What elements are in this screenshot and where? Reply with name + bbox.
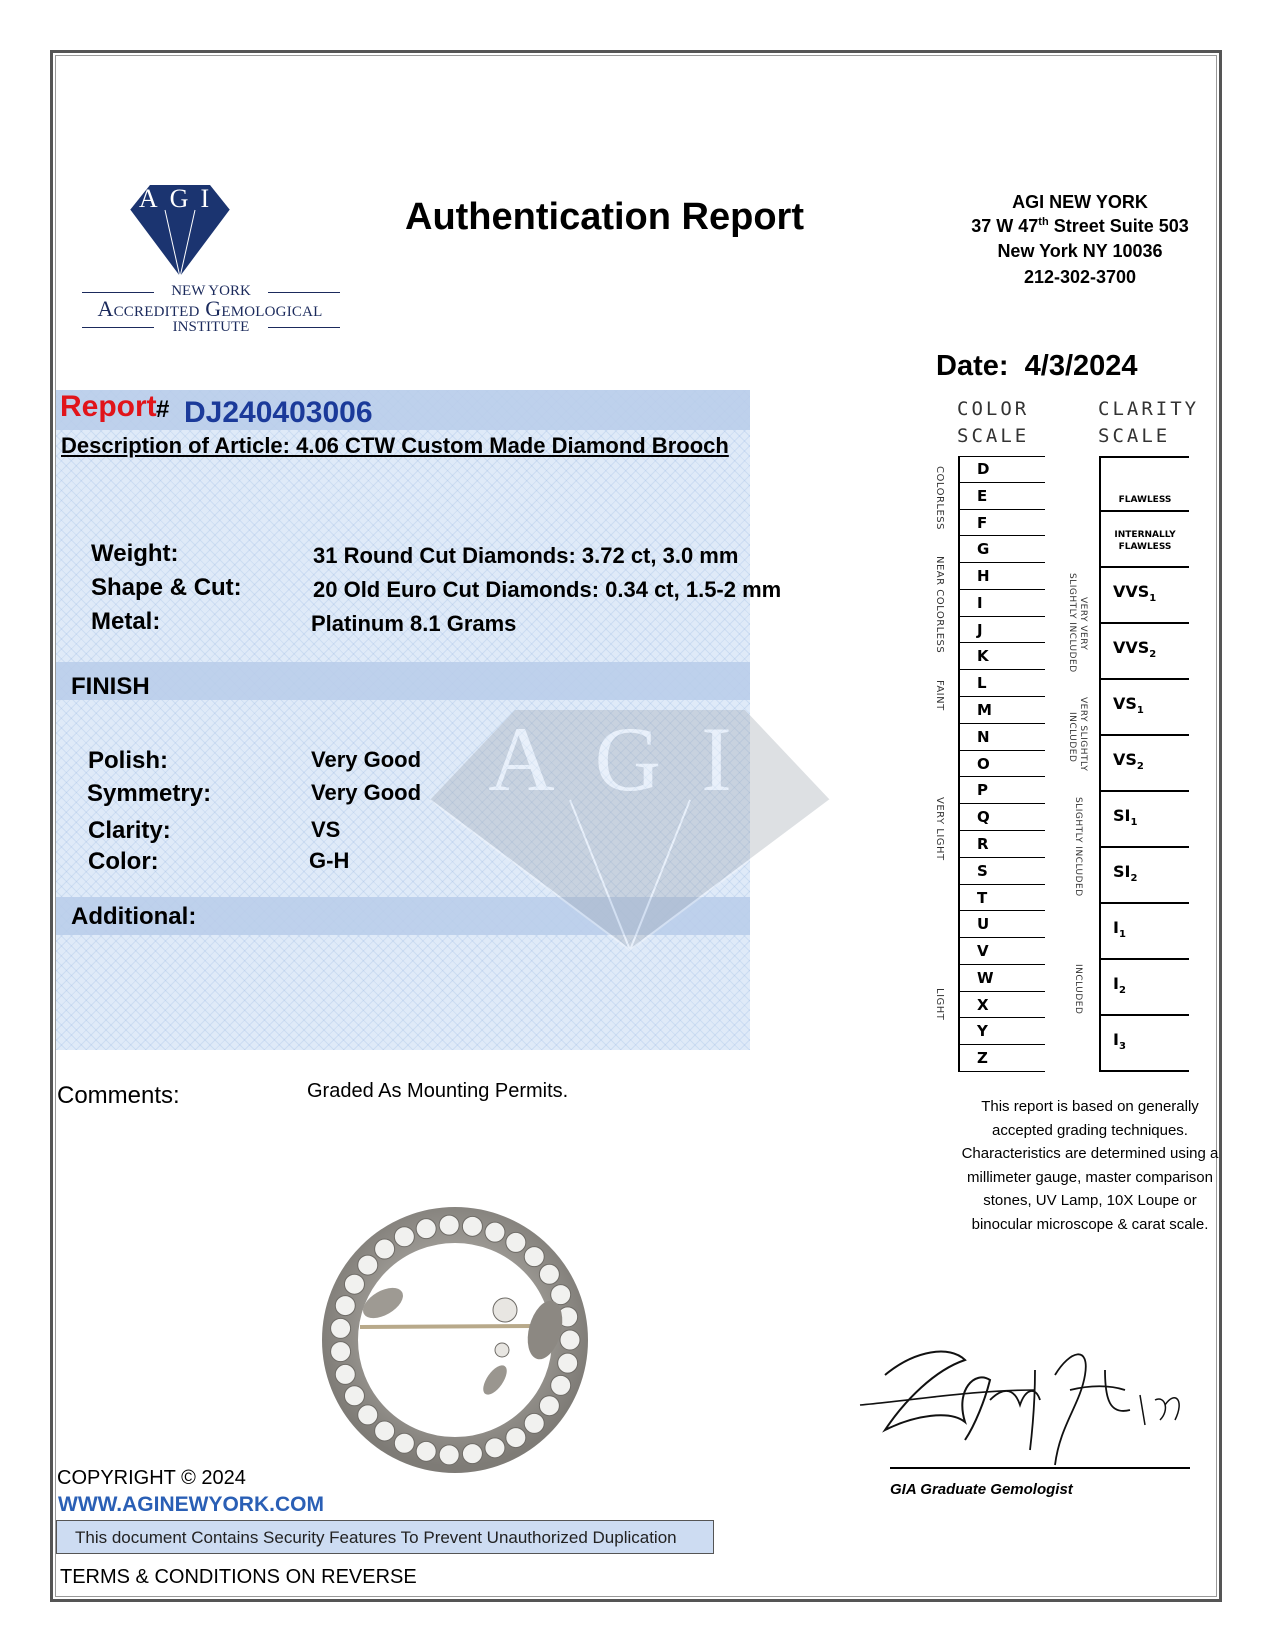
clarity-grade-sub: 1: [1118, 929, 1126, 941]
finish-band: [56, 662, 750, 700]
address-street-rest: Street Suite 503: [1048, 216, 1189, 236]
address-name: AGI NEW YORK: [1012, 192, 1148, 212]
clarity-scale-heading: [1098, 396, 1199, 450]
address-street-number: 37 W 47: [971, 216, 1039, 236]
color-grade-r: R: [960, 831, 1045, 858]
clarity-grade-sub: 2: [1136, 761, 1144, 773]
color-grade-l: L: [960, 670, 1045, 697]
color-grade-u: U: [960, 911, 1045, 938]
color-grade-p: P: [960, 777, 1045, 804]
clarity-scale-chart: [1099, 456, 1189, 1072]
color-grade-s: S: [960, 858, 1045, 885]
clarity-group-label: INCLUDED: [1073, 964, 1083, 1015]
agi-diamond-logo: [80, 182, 280, 282]
additional-heading: Additional:: [71, 903, 197, 930]
address-street: [930, 216, 1230, 237]
brooch-stone: [439, 1445, 459, 1465]
polish-label: Polish:: [88, 747, 169, 774]
clarity-group-label: INCLUDED: [1067, 712, 1077, 763]
color-group-faint: FAINT: [934, 680, 945, 711]
finish-heading: FINISH: [71, 673, 150, 700]
color-scale-heading: [957, 396, 1029, 450]
clarity-grade-sub: 2: [1130, 873, 1138, 885]
brooch-stone: [485, 1438, 505, 1458]
color-grade-w: W: [960, 965, 1045, 992]
color-grade-e: E: [960, 483, 1045, 510]
logo-name: Accredited Gemological: [97, 296, 323, 321]
color-grade-v: V: [960, 938, 1045, 965]
clarity-grade-base: SI: [1113, 862, 1131, 881]
brooch-stone: [331, 1318, 351, 1338]
color-scale-heading-1: COLOR: [957, 398, 1030, 420]
brooch-stone: [358, 1255, 378, 1275]
signature-scrawl: [855, 1330, 1195, 1470]
brooch-stone: [394, 1227, 414, 1247]
clarity-grade-internally-flawless: [1101, 512, 1189, 568]
color-grade-q: Q: [960, 804, 1045, 831]
report-number: DJ240403006: [184, 396, 373, 429]
clarity-grade-base: SI: [1113, 806, 1131, 825]
brooch-stone: [524, 1413, 544, 1433]
copyright: COPYRIGHT © 2024: [57, 1467, 246, 1489]
color-grade-y: Y: [960, 1018, 1045, 1045]
weight-label: Weight:: [91, 540, 179, 567]
report-date: [936, 350, 1138, 383]
color-grade-f: F: [960, 510, 1045, 537]
clarity-grade-vs2: [1101, 736, 1189, 792]
brooch-stone: [331, 1342, 351, 1362]
clarity-scale-heading-1: CLARITY: [1098, 398, 1200, 420]
color-grade-h: H: [960, 563, 1045, 590]
clarity-grade-base: I: [1113, 1030, 1119, 1049]
clarity-grade-i1: [1101, 904, 1189, 960]
brooch-stone: [462, 1216, 482, 1236]
color-grade-z: Z: [960, 1045, 1045, 1072]
terms-notice: TERMS & CONDITIONS ON REVERSE: [60, 1566, 417, 1588]
brooch-stone: [416, 1219, 436, 1239]
color-group-near-colorless: NEAR COLORLESS: [934, 555, 945, 653]
color-group-very-light: VERY LIGHT: [934, 796, 945, 861]
weight-value: 31 Round Cut Diamonds: 3.72 ct, 3.0 mm: [313, 543, 739, 568]
brooch-stone: [335, 1364, 355, 1384]
brooch-photo: [310, 1200, 600, 1480]
address-city: New York NY 10036: [997, 241, 1163, 261]
clarity-group-label: SLIGHTLY INCLUDED: [1067, 573, 1077, 673]
clarity-grade-flawless: [1101, 456, 1189, 512]
article-description: Description of Article: 4.06 CTW Custom Made Diamond Brooch: [61, 433, 729, 458]
clarity-grade-flawless-label: FLAWLESS: [1118, 495, 1172, 505]
clarity-grade-base: VS: [1113, 694, 1137, 713]
clarity-grade-base: VS: [1113, 750, 1137, 769]
brooch-stone: [344, 1386, 364, 1406]
color-grade-g: G: [960, 536, 1045, 563]
signature-line: [890, 1467, 1190, 1469]
agi-watermark-logo: [430, 705, 830, 955]
watermark-letters: AGI: [488, 708, 772, 810]
brooch-stone: [375, 1421, 395, 1441]
polish-value: Very Good: [311, 747, 422, 772]
color-grade-i: I: [960, 590, 1045, 617]
brooch-stone: [506, 1232, 526, 1252]
clarity-grade-vs1: [1101, 680, 1189, 736]
color-grade-t: T: [960, 885, 1045, 912]
logo-letters: AGI: [138, 184, 222, 213]
clarity-grade-sub: 3: [1118, 1041, 1126, 1053]
clarity-grade-base: VVS: [1113, 582, 1150, 601]
brooch-stone: [335, 1296, 355, 1316]
website-link[interactable]: WWW.AGINEWYORK.COM: [58, 1493, 324, 1516]
security-notice: This document Contains Security Features To Prevent Unauthorized Duplication: [56, 1520, 714, 1554]
clarity-value: VS: [311, 817, 341, 842]
color-grade-k: K: [960, 643, 1045, 670]
color-label: Color:: [88, 848, 159, 875]
comments-value: Graded As Mounting Permits.: [307, 1080, 569, 1102]
clarity-group-label: VERY VERY: [1078, 597, 1088, 651]
clarity-grade-si1: [1101, 792, 1189, 848]
clarity-grade-base: VVS: [1113, 638, 1150, 657]
color-grade-o: O: [960, 751, 1045, 778]
clarity-grade-si2: [1101, 848, 1189, 904]
brooch-stone: [375, 1239, 395, 1259]
color-grade-m: M: [960, 697, 1045, 724]
clarity-grade-sub: 2: [1149, 649, 1157, 661]
brooch-stone: [551, 1375, 571, 1395]
metal-value: Platinum 8.1 Grams: [311, 611, 517, 636]
grading-disclaimer: This report is based on generally accepted grading techniques. Characteristics are determined using a millimeter gauge, master comparison stones, UV Lamp, 10X Loupe or binocular microscope & carat scale.: [961, 1098, 1219, 1233]
clarity-group-label: VERY SLIGHTLY: [1078, 697, 1088, 772]
brooch-stone: [506, 1428, 526, 1448]
shape-label: Shape & Cut:: [91, 574, 242, 601]
address-phone: 212-302-3700: [1023, 267, 1137, 287]
color-group-light: LIGHT: [934, 988, 945, 1021]
date-value: 4/3/2024: [1024, 350, 1138, 382]
color-scale-chart: [958, 456, 1045, 1072]
brooch-stone: [416, 1441, 436, 1461]
metal-label: Metal:: [91, 608, 161, 635]
page-title: Authentication Report: [405, 196, 804, 238]
clarity-grade-sub: 2: [1118, 985, 1126, 997]
brooch-stone: [560, 1330, 580, 1350]
clarity-grade-vvs2: [1101, 624, 1189, 680]
brooch-stone: [485, 1222, 505, 1242]
symmetry-value: Very Good: [311, 780, 422, 805]
color-grade-d: D: [960, 456, 1045, 483]
date-label: Date:: [936, 350, 1009, 382]
clarity-grade-vvs1: [1101, 568, 1189, 624]
clarity-label: Clarity:: [88, 817, 171, 844]
color-scale-heading-2: SCALE: [957, 425, 1030, 447]
clarity-grade-base: I: [1113, 918, 1119, 937]
logo-institute: INSTITUTE: [172, 319, 250, 335]
brooch-stone: [394, 1433, 414, 1453]
clarity-grade-if-line2: FLAWLESS: [1118, 542, 1172, 552]
clarity-grade-sub: 1: [1130, 817, 1138, 829]
logo-city: NEW YORK: [171, 283, 251, 299]
report-label: Report: [60, 390, 157, 423]
color-group-colorless: COLORLESS: [934, 465, 945, 530]
brooch-stone: [524, 1247, 544, 1267]
brooch-stone: [539, 1264, 559, 1284]
clarity-group-label: SLIGHTLY INCLUDED: [1073, 797, 1083, 897]
brooch-stone: [439, 1215, 459, 1235]
address-street-suffix: th: [1038, 216, 1049, 228]
clarity-grade-sub: 1: [1136, 705, 1144, 717]
symmetry-label: Symmetry:: [87, 780, 212, 807]
brooch-stone: [358, 1405, 378, 1425]
clarity-scale-heading-2: SCALE: [1098, 425, 1171, 447]
clarity-grade-if-line1: INTERNALLY: [1114, 530, 1176, 540]
shape-value: 20 Old Euro Cut Diamonds: 0.34 ct, 1.5-2 mm: [313, 577, 782, 602]
color-value: G-H: [309, 848, 350, 873]
clarity-grade-base: I: [1113, 974, 1119, 993]
clarity-grade-i2: [1101, 960, 1189, 1016]
color-grade-j: J: [960, 617, 1045, 644]
color-grade-n: N: [960, 724, 1045, 751]
signature-title: GIA Graduate Gemologist: [890, 1481, 1073, 1498]
clarity-grade-sub: 1: [1149, 593, 1157, 605]
brooch-stone: [462, 1444, 482, 1464]
brooch-stone: [344, 1274, 364, 1294]
clarity-grade-i3: [1101, 1016, 1189, 1072]
color-grade-x: X: [960, 992, 1045, 1019]
brooch-stone: [539, 1396, 559, 1416]
brooch-stone: [558, 1353, 578, 1373]
comments-label: Comments:: [57, 1082, 180, 1109]
report-hash: #: [156, 396, 170, 423]
